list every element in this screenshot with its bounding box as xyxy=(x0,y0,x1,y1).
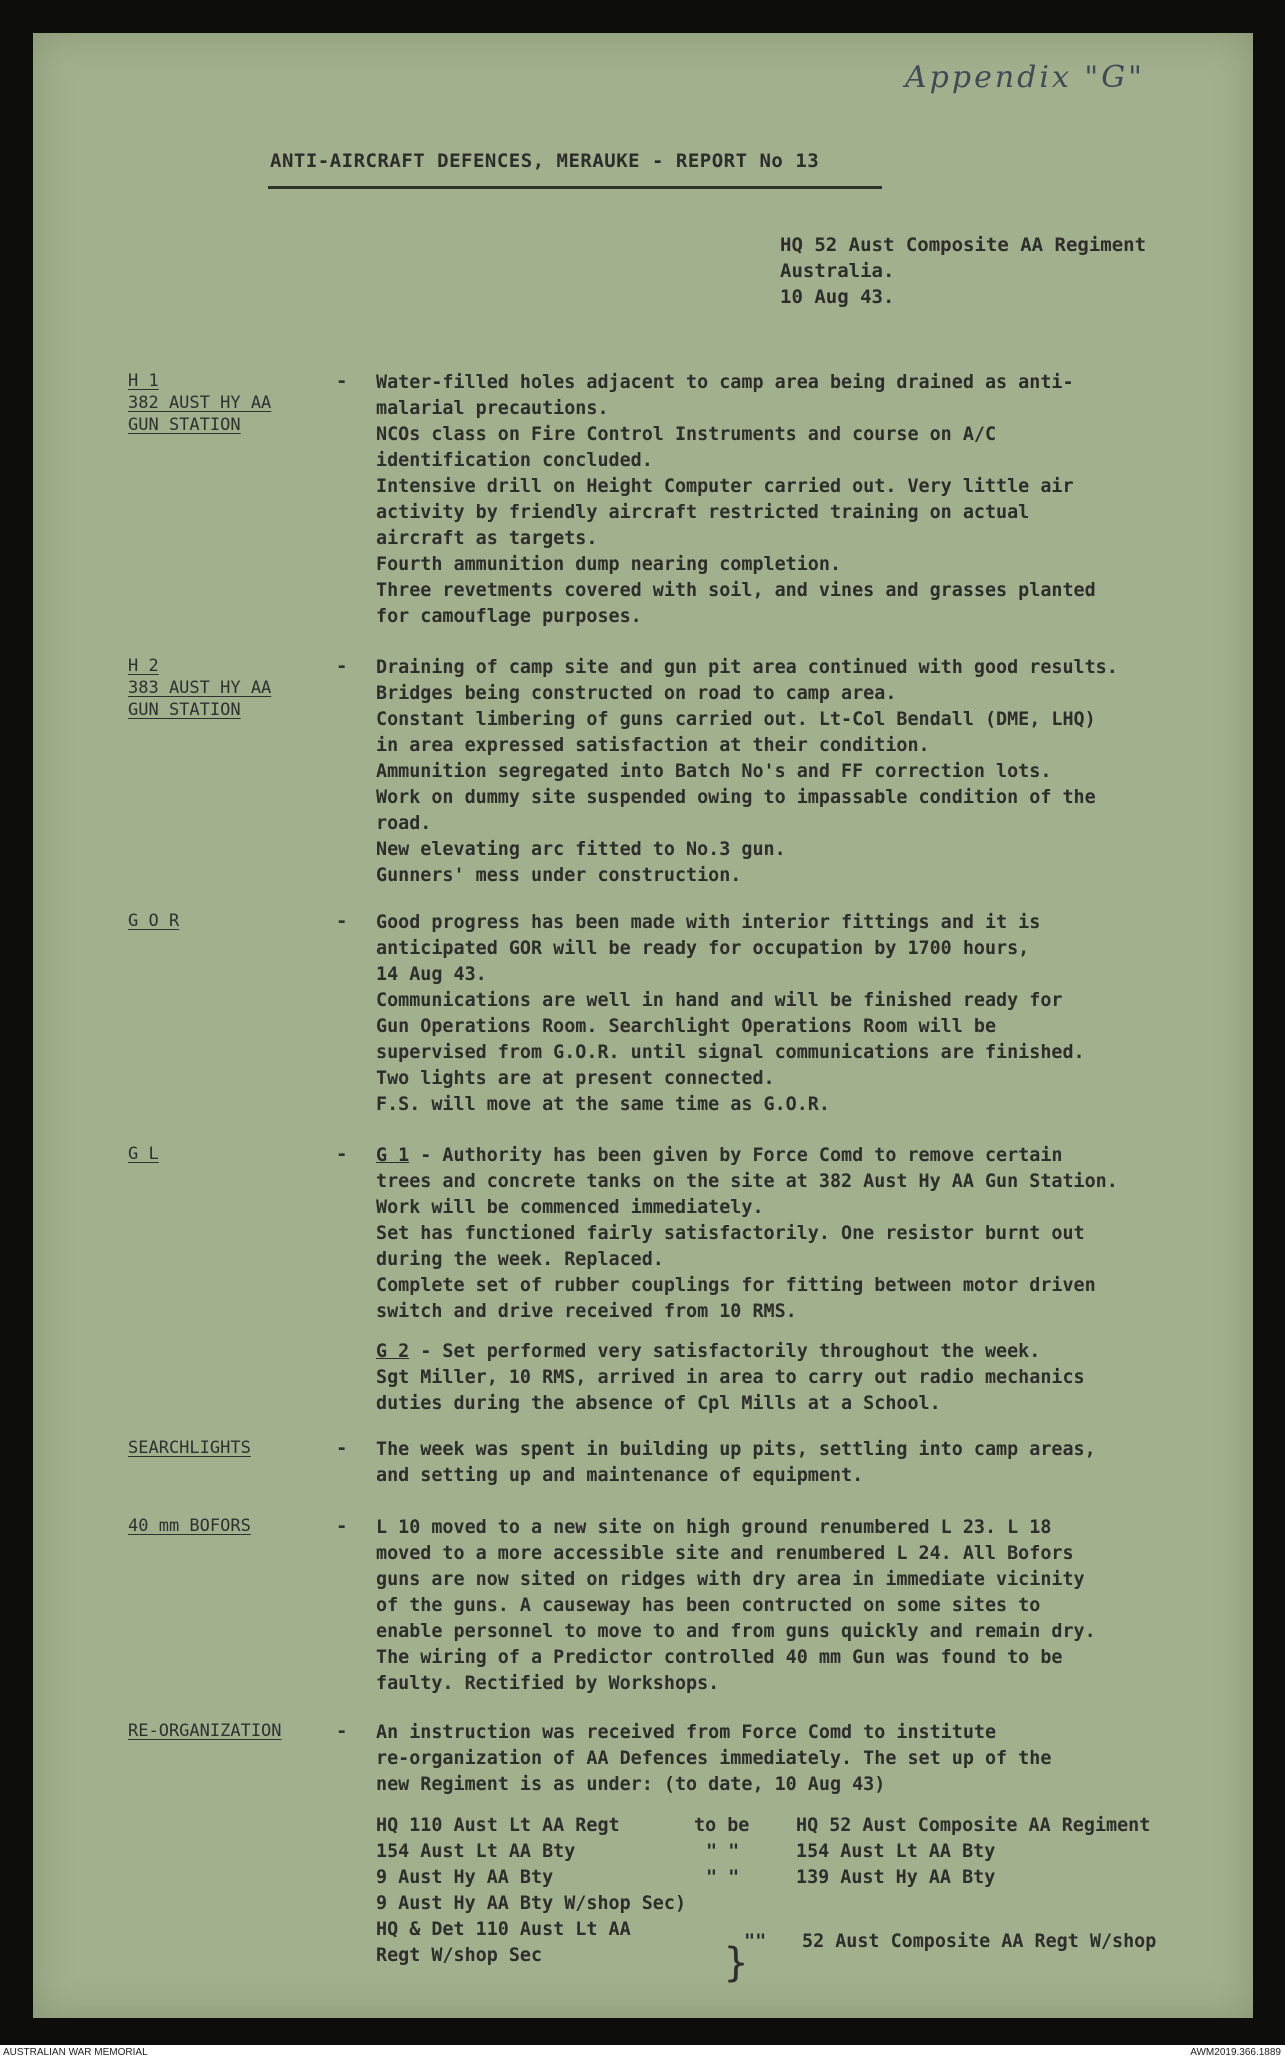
section-body-gor: Good progress has been made with interior fittings and it is anticipated GOR will be ready for occupation by 1700 hours, 14 Aug 43. Communications are well in hand and will be finished ready for Gun Operations Room. Searchlight Operations Room will be supervised from G.O.R. until signal communications are finished. Two lights are at present connected. F.S. will move at the same time as G.O.R. xyxy=(376,912,1085,1115)
section-body-gl: G 1 - Authority has been given by Force Comd to remove certain trees and concrete tanks on the site at 382 Aust Hy AA Gun Station. Work will be commenced immediately. Set has functioned fairly satisfactorily. One resistor burnt out during the week. Replaced. Complete set of rubber couplings for fitting between motor driven switch and drive received from 10 RMS. G 2 - Set performed very satisfactorily throughout the week. Sgt Miller, 10 RMS, arrived in area to carry out radio mechanics duties during the absence of Cpl Mills at a School. xyxy=(376,1145,1118,1414)
report-title: ANTI-AIRCRAFT DEFENCES, MERAUKE - REPORT No 13 xyxy=(270,150,820,172)
section-dash: - xyxy=(336,910,348,932)
section-dash: - xyxy=(336,370,348,392)
section-dash: - xyxy=(336,655,348,677)
subsection-label-g1: G 1 xyxy=(376,1145,410,1166)
section-body-bofors: L 10 moved to a new site on high ground renumbered L 23. L 18 moved to a more accessible site and renumbered L 24. All Bofors guns are now sited on ridges with dry area in immediate vicinity of the guns. A causeway has been contructed on some sites to enable personnel to move to and from guns quickly and remain dry. The wiring of a Predictor controlled 40 mm Gun was found to be faulty. Rectified by Workshops. xyxy=(376,1517,1096,1694)
section-label-bofors: 40 mm BOFORS xyxy=(128,1516,251,1536)
section-label-gl: G L xyxy=(128,1144,159,1164)
section-body-h1: Water-filled holes adjacent to camp area being drained as anti- malarial precautions. NCOs class on Fire Control Instruments and course on A/C identification concluded. Intensive drill on Height Computer carried out. Very little air activity by friendly aircraft restricted training on actual aircraft as targets. Fourth ammunition dump nearing completion. Three revetments covered with soil, and vines and grasses planted for camouflage purposes. xyxy=(376,372,1096,627)
section-dash: - xyxy=(336,1437,348,1459)
subsection-label-g2: G 2 xyxy=(376,1341,410,1362)
grouping-brace: } xyxy=(724,1940,749,1986)
header-location: Australia. xyxy=(780,260,895,282)
section-dash: - xyxy=(336,1143,348,1165)
section-dash: - xyxy=(336,1515,348,1537)
header-unit: HQ 52 Aust Composite AA Regiment xyxy=(780,234,1147,256)
section-body-searchlights: The week was spent in building up pits, settling into camp areas, and setting up and maintenance of equipment. xyxy=(376,1439,1096,1486)
section-label-h2: H 2 383 AUST HY AA GUN STATION xyxy=(128,656,272,720)
section-label-searchlights: SEARCHLIGHTS xyxy=(128,1438,251,1458)
archive-footer xyxy=(0,2047,1285,2061)
header-date: 10 Aug 43. xyxy=(780,286,895,308)
section-body-reorganization: An instruction was received from Force Comd to institute re-organization of AA Defences immediately. The set up of the new Regiment is as under: (to date, 10 Aug 43) xyxy=(376,1722,1052,1795)
archive-name: AUSTRALIAN WAR MEMORIAL xyxy=(3,2047,148,2058)
archive-reference: AWM2019.366.1889 xyxy=(1190,2047,1281,2058)
report-header-block xyxy=(780,232,1146,310)
section-label-h1: H 1 382 AUST HY AA GUN STATION xyxy=(128,371,272,435)
title-underline xyxy=(268,186,882,189)
section-dash: - xyxy=(336,1720,348,1742)
handwritten-appendix-note: Appendix "G" xyxy=(905,60,1145,95)
section-label-reorganization: RE-ORGANIZATION xyxy=(128,1721,282,1741)
section-body-h2: Draining of camp site and gun pit area continued with good results. Bridges being constructed on road to camp area. Constant limbering of guns carried out. Lt-Col Bendall (DME, LHQ) in area expressed satisfaction at their condition. Ammunition segregated into Batch No's and FF correction lots. Work on dummy site suspended owing to impassable condition of the road. New elevating arc fitted to No.3 gun. Gunners' mess under construction. xyxy=(376,657,1118,886)
section-label-gor: G O R xyxy=(128,911,180,931)
